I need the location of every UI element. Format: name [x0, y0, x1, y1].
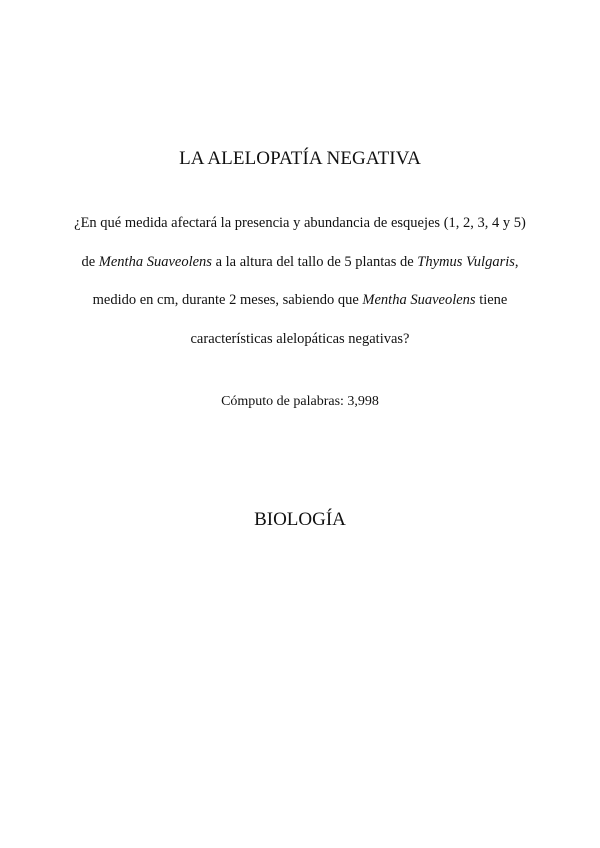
research-question-text-2: a la altura del tallo de 5 plantas de	[211, 253, 418, 270]
document-title: LA ALELOPATÍA NEGATIVA	[179, 148, 421, 169]
species-name-mentha-1: Mentha Suaveolens	[98, 253, 212, 270]
research-question-text-3: , medido en cm, durante 2 meses, sabiendo que	[92, 253, 519, 308]
species-name-mentha-2: Mentha Suaveolens	[362, 292, 476, 308]
research-question-text-4: tiene características alelopáticas negativas?	[190, 292, 508, 347]
word-count: Cómputo de palabras: 3,998	[221, 394, 379, 409]
subject-heading: BIOLOGÍA	[254, 509, 346, 530]
research-question	[70, 204, 530, 358]
species-name-thymus: Thymus Vulgaris	[417, 253, 515, 270]
research-question-text-1: ¿En qué medida afectará la presencia y abundancia de esquejes (1, 2, 3, 4 y 5) de	[74, 215, 526, 270]
